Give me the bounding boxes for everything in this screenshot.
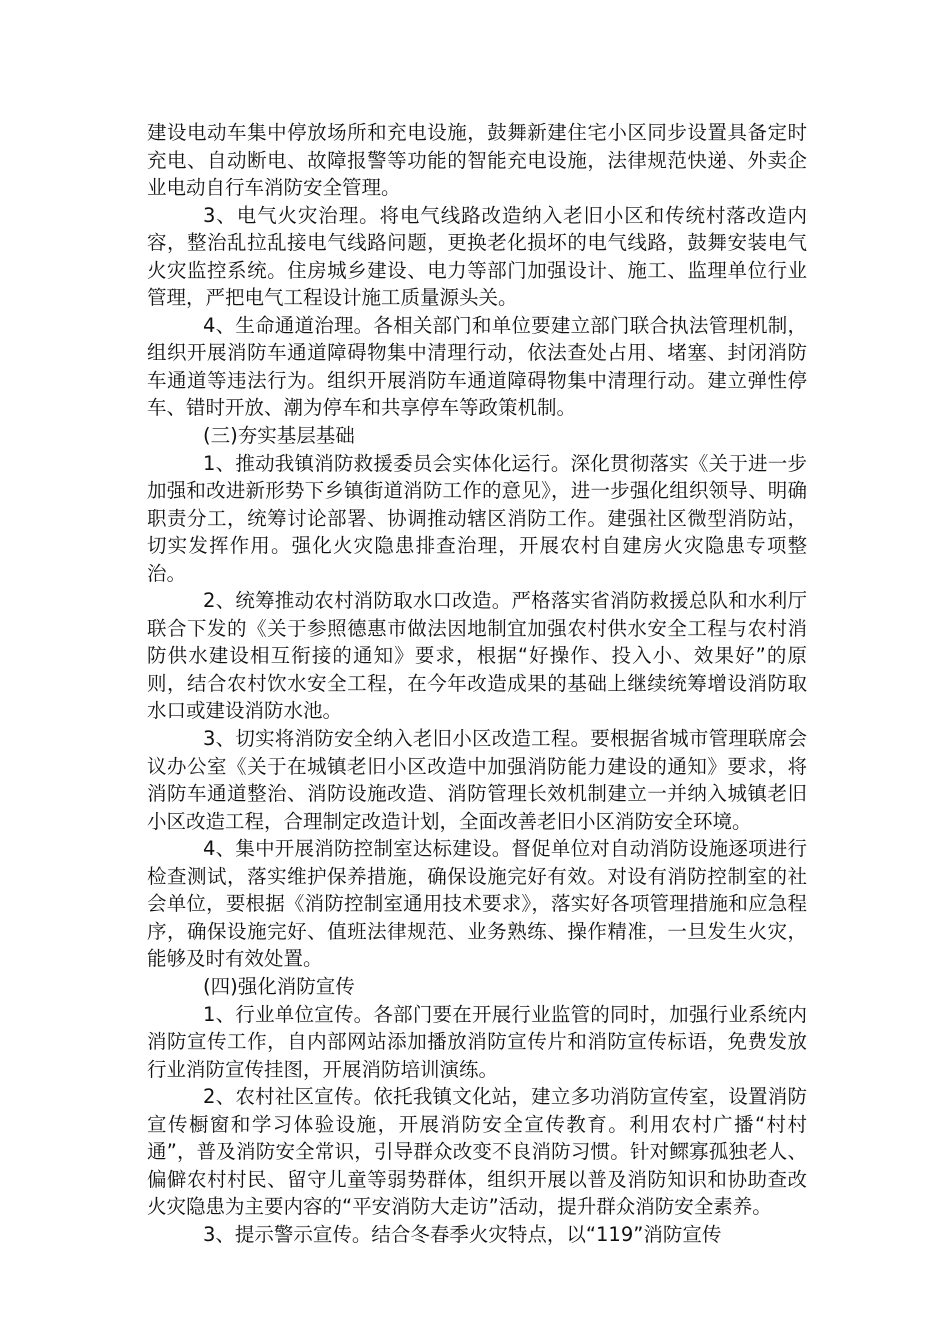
paragraph-industry-publicity: 1、行业单位宣传。各部门要在开展行业监管的同时，加强行业系统内消防宣传工作，自内部网站添加播放消防宣传片和消防宣传标语，免费发放行业消防宣传挂图，开展消防培训演练。	[147, 1002, 807, 1081]
paragraph-warning-publicity: 3、提示警示宣传。结合冬春季火灾特点，以“119”消防宣传	[203, 1222, 722, 1246]
document-page	[147, 119, 807, 1248]
section-heading-grassroots: (三)夯实基层基础	[203, 424, 355, 448]
paragraph-old-community: 3、切实将消防安全纳入老旧小区改造工程。要根据省城市管理联席会议办公室《关于在城镇老旧小区改造中加强消防能力建设的通知》要求，将消防车通道整治、消防设施改造、消防管理长效机制建立一并纳入城镇老旧小区改造工程，合理制定改造计划，全面改善老旧小区消防安全环境。	[147, 727, 807, 833]
paragraph-life-passage: 4、生命通道治理。各相关部门和单位要建立部门联合执法管理机制，组织开展消防车通道障碍物集中清理行动，依法查处占用、堵塞、封闭消防车通道等违法行为。组织开展消防车通道障碍物集中清理行动。建立弹性停车、错时开放、潮为停车和共享停车等政策机制。	[147, 313, 807, 420]
paragraph-water-intake: 2、统筹推动农村消防取水口改造。严格落实省消防救援总队和水利厅联合下发的《关于参照德惠市做法因地制宜加强农村供水安全工程与农村消防供水建设相互衔接的通知》要求，根据“好操作、投入小、效果好”的原则，结合农村饮水安全工程，在今年改造成果的基础上继续统筹增设消防取水口或建设消防水池。	[147, 589, 807, 723]
paragraph-electrical-fire: 3、电气火灾治理。将电气线路改造纳入老旧小区和传统村落改造内容，整治乱拉乱接电气线路问题，更换老化损坏的电气线路，鼓舞安装电气火灾监控系统。住房城乡建设、电力等部门加强设计、施工、监理单位行业管理，严把电气工程设计施工质量源头关。	[147, 203, 807, 310]
paragraph-rural-publicity: 2、农村社区宣传。依托我镇文化站，建立多功消防宣传室，设置消防宣传橱窗和学习体验设施，开展消防安全宣传教育。利用农村广播“村村通”，普及消防安全常识，引导群众改变不良消防习惯。针对鳏寡孤独老人、偏僻农村村民、留守儿童等弱势群体，组织开展以普及消防知识和协助查改火灾隐患为主要内容的“平安消防大走访”活动，提升群众消防安全素养。	[147, 1085, 807, 1219]
paragraph-fire-committee: 1、推动我镇消防救援委员会实体化运行。深化贯彻落实《关于进一步加强和改进新形势下乡镇街道消防工作的意见》，进一步强化组织领导、明确职责分工，统筹讨论部署、协调推动辖区消防工作。建强社区微型消防站，切实发挥作用。强化火灾隐患排查治理，开展农村自建房火灾隐患专项整治。	[147, 451, 807, 585]
paragraph-control-room: 4、集中开展消防控制室达标建设。督促单位对自动消防设施逐项进行检查测试，落实维护保养措施，确保设施完好有效。对设有消防控制室的社会单位，要根据《消防控制室通用技术要求》，落实好各项管理措施和应急程序，确保设施完好、值班法律规范、业务熟练、操作精准，一旦发生火灾，能够及时有效处置。	[147, 837, 807, 971]
section-heading-publicity: (四)强化消防宣传	[203, 974, 355, 998]
paragraph-ev-charging-continued: 建设电动车集中停放场所和充电设施，鼓舞新建住宅小区同步设置具备定时充电、自动断电、故障报警等功能的智能充电设施，法律规范快递、外卖企业电动自行车消防安全管理。	[147, 121, 807, 200]
